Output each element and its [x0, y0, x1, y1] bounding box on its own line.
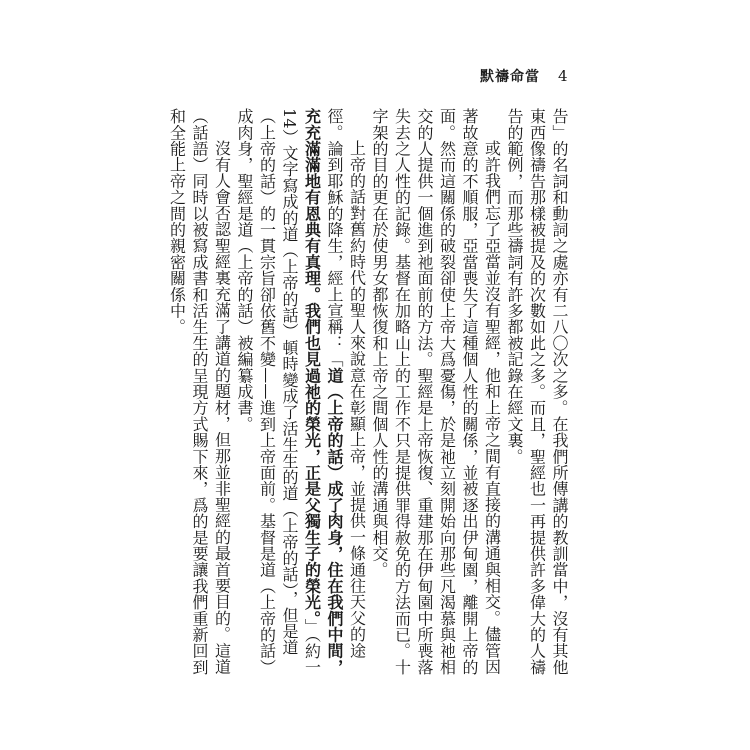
paragraph-1: 告」的名詞和動詞之處亦有二八〇次之多。在我們所傳講的教訓當中，沒有其他東西像禱告那樣被提及的次數如此之多。而且，聖經也一再提供許多偉大的人禱告的範例，而那些禱詞有許多都被記錄在經文裏。: [505, 108, 569, 675]
body-text: [167, 108, 570, 680]
page-number: 4: [558, 67, 568, 85]
running-title: 默禱命當: [480, 69, 540, 85]
paragraph-2: 或許我們忘了亞當並沒有聖經，他和上帝之間有直接的溝通與相交。儘管因著故意的不順服，亞當喪失了這種個人性的關係，並被逐出伊甸園，離開上帝的面。然而這關係的破裂卻使上帝大爲憂傷，於是祂立刻開始向那些凡渴慕與祂相交的人提供一個進到祂面前的方法。聖經是上帝恢復、重建那在伊甸園中所喪落失去之人性的記錄。基督在加略山上的工作不只是提供罪得赦免的方法而已。十字架的目的更在於使男女都恢復和上帝之間個人性的溝通與相交。: [370, 108, 502, 675]
paragraph-3: [233, 108, 368, 680]
page-header: [480, 66, 568, 86]
paragraph-3-tail: 」（約一14）文字寫成的道（上帝的話）頓時變成了活生生的道（上帝的話），但是道（上帝的話）的一貫宗旨卻依舊不變——進到上帝面前。基督是道（上帝的話）成肉身，聖經是道（上帝的話）被編纂成書。: [235, 108, 322, 676]
paragraph-4: 沒有人會否認聖經裏充滿了講道的題材，但那並非聖經的最首要目的。這道（話語）同時以被寫成書和活生生的呈現方式賜下來，爲的是要讓我們重新回到和全能上帝之間的親密關係中。: [167, 108, 232, 675]
scripture-quote: 道（上帝的話）成了肉身，住在我們中間，充充滿滿地有恩典有真理。我們也見過祂的榮光，正是父獨生子的榮光。: [302, 108, 344, 676]
paragraph-3-lead: 上帝的話對舊約時代的聖人來說意在彰顯上帝，並提供一條通往天父的途徑。論到耶穌的降生，經上宣稱：「: [325, 108, 367, 659]
